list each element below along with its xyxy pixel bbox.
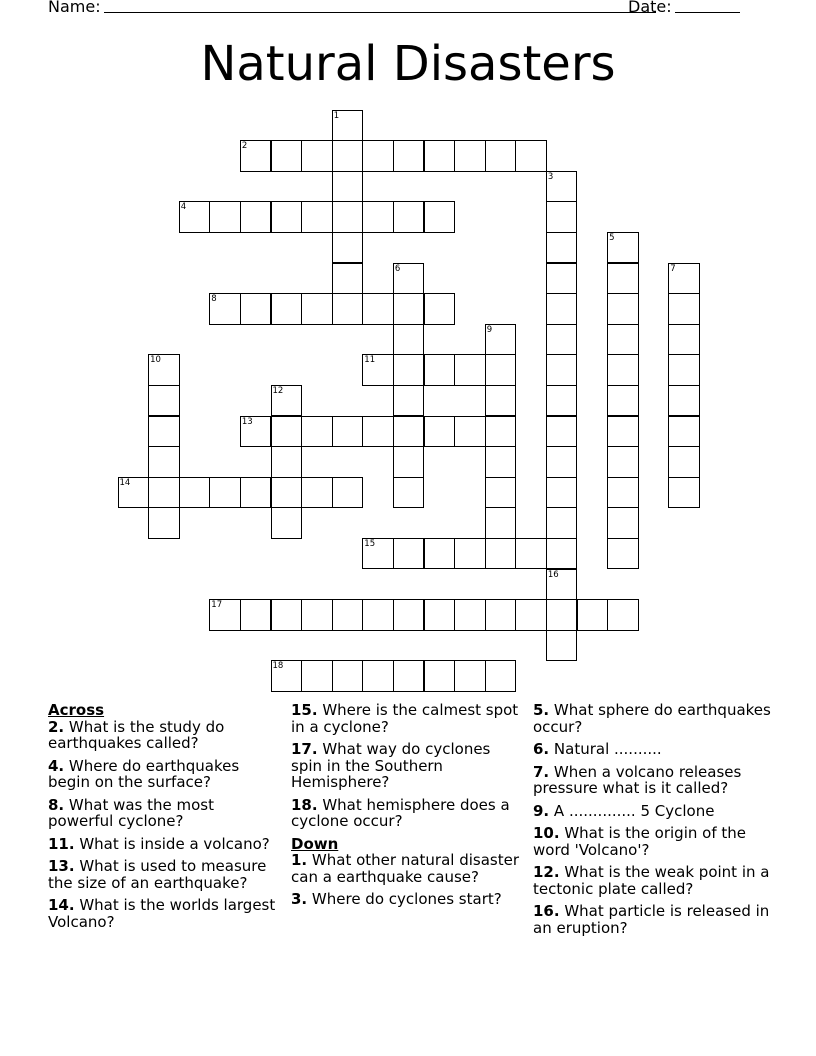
grid-cell[interactable] xyxy=(393,477,425,509)
grid-cell[interactable] xyxy=(301,477,333,509)
grid-cell[interactable] xyxy=(332,171,364,203)
grid-cell[interactable] xyxy=(271,416,303,448)
clue-text: What is the study do earthquakes called? xyxy=(48,717,225,752)
clue-text: Where is the calmest spot in a cyclone? xyxy=(291,701,519,736)
grid-cell[interactable] xyxy=(332,599,364,631)
grid-cell[interactable] xyxy=(607,477,639,509)
clue-text: What is the worlds largest Volcano? xyxy=(48,896,276,931)
clue-item xyxy=(48,719,278,752)
clue-text: What is inside a volcano? xyxy=(74,834,270,853)
clue-text: A .............. 5 Cyclone xyxy=(549,801,715,820)
cell-number: 7 xyxy=(670,263,676,274)
clue-item xyxy=(48,836,278,853)
clue-number: 10. xyxy=(533,824,560,842)
grid-cell[interactable] xyxy=(240,599,272,631)
cell-number: 2 xyxy=(241,141,248,152)
grid-cell[interactable] xyxy=(424,538,456,570)
grid-cell[interactable] xyxy=(362,599,394,631)
grid-cell[interactable] xyxy=(209,477,241,509)
clue-item xyxy=(291,891,519,908)
grid-cell[interactable] xyxy=(148,477,180,509)
grid-cell[interactable] xyxy=(607,354,639,386)
grid-cell[interactable] xyxy=(607,416,639,448)
cell-number: 12 xyxy=(272,385,284,396)
clue-number: 4. xyxy=(48,756,65,775)
grid-cell[interactable] xyxy=(546,416,578,448)
grid-cell[interactable] xyxy=(546,538,578,570)
grid-cell[interactable] xyxy=(577,599,609,631)
clue-item xyxy=(533,825,773,858)
clue-number: 6. xyxy=(533,740,550,758)
grid-cell[interactable] xyxy=(607,263,639,295)
grid-cell[interactable] xyxy=(668,477,700,509)
grid-cell[interactable] xyxy=(546,507,578,539)
grid-cell[interactable] xyxy=(546,477,578,509)
grid-cell[interactable] xyxy=(332,232,364,264)
clue-number: 18. xyxy=(291,795,318,814)
clue-item xyxy=(533,741,773,758)
grid-cell[interactable] xyxy=(271,477,303,509)
grid-cell[interactable] xyxy=(393,416,425,448)
grid-cell[interactable] xyxy=(454,354,486,386)
grid-cell[interactable] xyxy=(485,354,517,386)
grid-cell[interactable] xyxy=(148,507,180,539)
grid-cell[interactable] xyxy=(240,201,272,233)
clue-text: What was the most powerful cyclone? xyxy=(48,795,215,830)
down-heading: Down xyxy=(291,834,339,853)
cell-number: 14 xyxy=(119,477,131,488)
name-label: Name: xyxy=(48,0,101,16)
cell-number: 9 xyxy=(486,324,493,335)
grid-cell[interactable] xyxy=(485,446,517,478)
cell-number: 17 xyxy=(211,600,223,611)
grid-cell[interactable] xyxy=(179,477,211,509)
grid-cell[interactable] xyxy=(393,599,425,631)
clue-text: What particle is released in an eruption? xyxy=(533,902,770,937)
clue-text: Natural .......... xyxy=(549,740,662,758)
clue-item xyxy=(533,803,773,820)
grid-cell[interactable] xyxy=(362,201,394,233)
grid-cell[interactable] xyxy=(332,201,364,233)
clue-item xyxy=(533,903,773,936)
clue-text: What is the weak point in a tectonic plate called? xyxy=(533,863,770,898)
grid-cell[interactable] xyxy=(424,599,456,631)
cell-number: 8 xyxy=(211,294,217,305)
grid-cell[interactable] xyxy=(485,477,517,509)
clue-text: What is the origin of the word 'Volcano'? xyxy=(533,824,746,859)
grid-cell[interactable] xyxy=(546,446,578,478)
grid-cell[interactable] xyxy=(607,293,639,325)
clue-number: 1. xyxy=(291,851,308,869)
clue-item xyxy=(533,702,773,735)
grid-cell[interactable] xyxy=(424,660,456,692)
clue-number: 3. xyxy=(291,890,308,908)
grid-cell[interactable] xyxy=(301,416,333,448)
grid-cell[interactable] xyxy=(271,201,303,233)
clue-text: What way do cyclones spin in the Southern Hemisphere? xyxy=(291,740,491,791)
grid-cell[interactable] xyxy=(271,293,303,325)
grid-cell[interactable] xyxy=(393,201,425,233)
clue-text: What sphere do earthquakes occur? xyxy=(533,701,771,736)
clue-column-2 xyxy=(291,702,519,914)
cell-number: 11 xyxy=(364,355,376,366)
grid-cell[interactable] xyxy=(485,385,517,417)
grid-cell[interactable] xyxy=(607,446,639,478)
grid-cell[interactable] xyxy=(607,324,639,356)
grid-cell[interactable] xyxy=(668,354,700,386)
grid-cell[interactable] xyxy=(301,660,333,692)
grid-cell[interactable] xyxy=(393,140,425,172)
grid-cell[interactable] xyxy=(454,660,486,692)
clue-item xyxy=(48,897,278,930)
grid-cell[interactable] xyxy=(393,538,425,570)
clue-text: Where do cyclones start? xyxy=(307,890,502,908)
grid-cell[interactable] xyxy=(362,293,394,325)
clue-item xyxy=(291,741,519,791)
grid-cell[interactable] xyxy=(485,538,517,570)
grid-cell[interactable] xyxy=(393,385,425,417)
grid-cell[interactable] xyxy=(668,385,700,417)
clue-text: Where do earthquakes begin on the surface? xyxy=(48,756,240,791)
grid-cell[interactable] xyxy=(546,232,578,264)
clue-number: 7. xyxy=(533,762,550,781)
grid-cell[interactable] xyxy=(485,140,517,172)
cell-number: 4 xyxy=(180,202,187,213)
grid-cell[interactable] xyxy=(148,446,180,478)
grid-cell[interactable] xyxy=(240,477,272,509)
grid-cell[interactable] xyxy=(424,354,456,386)
grid-cell[interactable] xyxy=(424,201,456,233)
clue-item xyxy=(291,852,519,885)
grid-cell[interactable] xyxy=(668,446,700,478)
grid-cell[interactable] xyxy=(393,324,425,356)
clue-item xyxy=(533,864,773,897)
cell-number: 6 xyxy=(394,263,401,274)
grid-cell[interactable] xyxy=(362,416,394,448)
grid-cell[interactable] xyxy=(393,354,425,386)
grid-cell[interactable] xyxy=(515,599,547,631)
clue-number: 11. xyxy=(48,834,75,853)
grid-cell[interactable] xyxy=(515,140,547,172)
grid-cell[interactable] xyxy=(485,599,517,631)
clue-number: 5. xyxy=(533,701,550,719)
grid-cell[interactable] xyxy=(271,507,303,539)
cell-number: 10 xyxy=(150,355,161,366)
cell-number: 13 xyxy=(241,416,253,427)
clue-number: 14. xyxy=(48,896,75,914)
grid-cell[interactable] xyxy=(454,599,486,631)
grid-cell[interactable] xyxy=(301,599,333,631)
grid-cell[interactable] xyxy=(148,416,180,448)
grid-cell[interactable] xyxy=(546,201,578,233)
clue-number: 16. xyxy=(533,902,560,920)
grid-cell[interactable] xyxy=(546,293,578,325)
clue-number: 17. xyxy=(291,740,318,758)
grid-cell[interactable] xyxy=(332,660,364,692)
clue-item xyxy=(48,797,278,830)
grid-cell[interactable] xyxy=(271,599,303,631)
clue-item xyxy=(48,858,278,891)
grid-cell[interactable] xyxy=(546,599,578,631)
cell-number: 1 xyxy=(333,110,340,121)
clue-text: What other natural disaster can a earthquake cause? xyxy=(291,851,519,886)
cell-number: 15 xyxy=(364,538,376,549)
clue-column-3 xyxy=(533,702,773,942)
grid-cell[interactable] xyxy=(668,416,700,448)
clue-number: 8. xyxy=(48,795,65,814)
grid-cell[interactable] xyxy=(393,293,425,325)
grid-cell[interactable] xyxy=(332,416,364,448)
clue-text: What hemisphere does a cyclone occur? xyxy=(291,795,510,830)
grid-cell[interactable] xyxy=(546,385,578,417)
grid-cell[interactable] xyxy=(332,140,364,172)
cell-number: 5 xyxy=(609,232,615,243)
grid-cell[interactable] xyxy=(424,416,456,448)
cell-number: 16 xyxy=(547,569,559,580)
clue-item xyxy=(533,764,773,797)
grid-cell[interactable] xyxy=(271,140,303,172)
clue-number: 9. xyxy=(533,801,550,820)
grid-cell[interactable] xyxy=(393,660,425,692)
grid-cell[interactable] xyxy=(424,140,456,172)
grid-cell[interactable] xyxy=(454,538,486,570)
grid-cell[interactable] xyxy=(454,416,486,448)
grid-cell[interactable] xyxy=(668,324,700,356)
grid-cell[interactable] xyxy=(301,201,333,233)
grid-cell[interactable] xyxy=(607,507,639,539)
clue-number: 13. xyxy=(48,857,75,875)
across-heading: Across xyxy=(48,701,105,719)
grid-cell[interactable] xyxy=(332,293,364,325)
grid-cell[interactable] xyxy=(454,140,486,172)
grid-cell[interactable] xyxy=(546,263,578,295)
cell-number: 3 xyxy=(547,171,554,182)
grid-cell[interactable] xyxy=(362,140,394,172)
grid-cell[interactable] xyxy=(271,446,303,478)
date-label: Date: xyxy=(628,0,672,16)
clue-item xyxy=(48,758,278,791)
grid-cell[interactable] xyxy=(362,660,394,692)
grid-cell[interactable] xyxy=(485,507,517,539)
grid-cell[interactable] xyxy=(485,416,517,448)
grid-cell[interactable] xyxy=(668,293,700,325)
grid-cell[interactable] xyxy=(332,263,364,295)
clue-item xyxy=(291,797,519,830)
grid-cell[interactable] xyxy=(546,354,578,386)
grid-cell[interactable] xyxy=(240,293,272,325)
grid-cell[interactable] xyxy=(301,140,333,172)
grid-cell[interactable] xyxy=(546,324,578,356)
clue-text: When a volcano releases pressure what is it called? xyxy=(533,762,742,797)
grid-cell[interactable] xyxy=(332,477,364,509)
cell-number: 18 xyxy=(272,661,284,672)
clue-number: 2. xyxy=(48,717,65,736)
grid-cell[interactable] xyxy=(515,538,547,570)
grid-cell[interactable] xyxy=(485,660,517,692)
clue-text: What is used to measure the size of an earthquake? xyxy=(48,857,267,892)
clue-number: 12. xyxy=(533,863,560,881)
clue-item xyxy=(291,702,519,735)
grid-cell[interactable] xyxy=(393,446,425,478)
grid-cell[interactable] xyxy=(607,599,639,631)
grid-cell[interactable] xyxy=(301,293,333,325)
clue-number: 15. xyxy=(291,701,318,719)
clue-column-1 xyxy=(48,702,278,936)
grid-cell[interactable] xyxy=(209,201,241,233)
grid-cell[interactable] xyxy=(607,538,639,570)
grid-cell[interactable] xyxy=(607,385,639,417)
grid-cell[interactable] xyxy=(424,293,456,325)
page-title: Natural Disasters xyxy=(200,36,616,92)
grid-cell[interactable] xyxy=(546,630,578,662)
grid-cell[interactable] xyxy=(148,385,180,417)
